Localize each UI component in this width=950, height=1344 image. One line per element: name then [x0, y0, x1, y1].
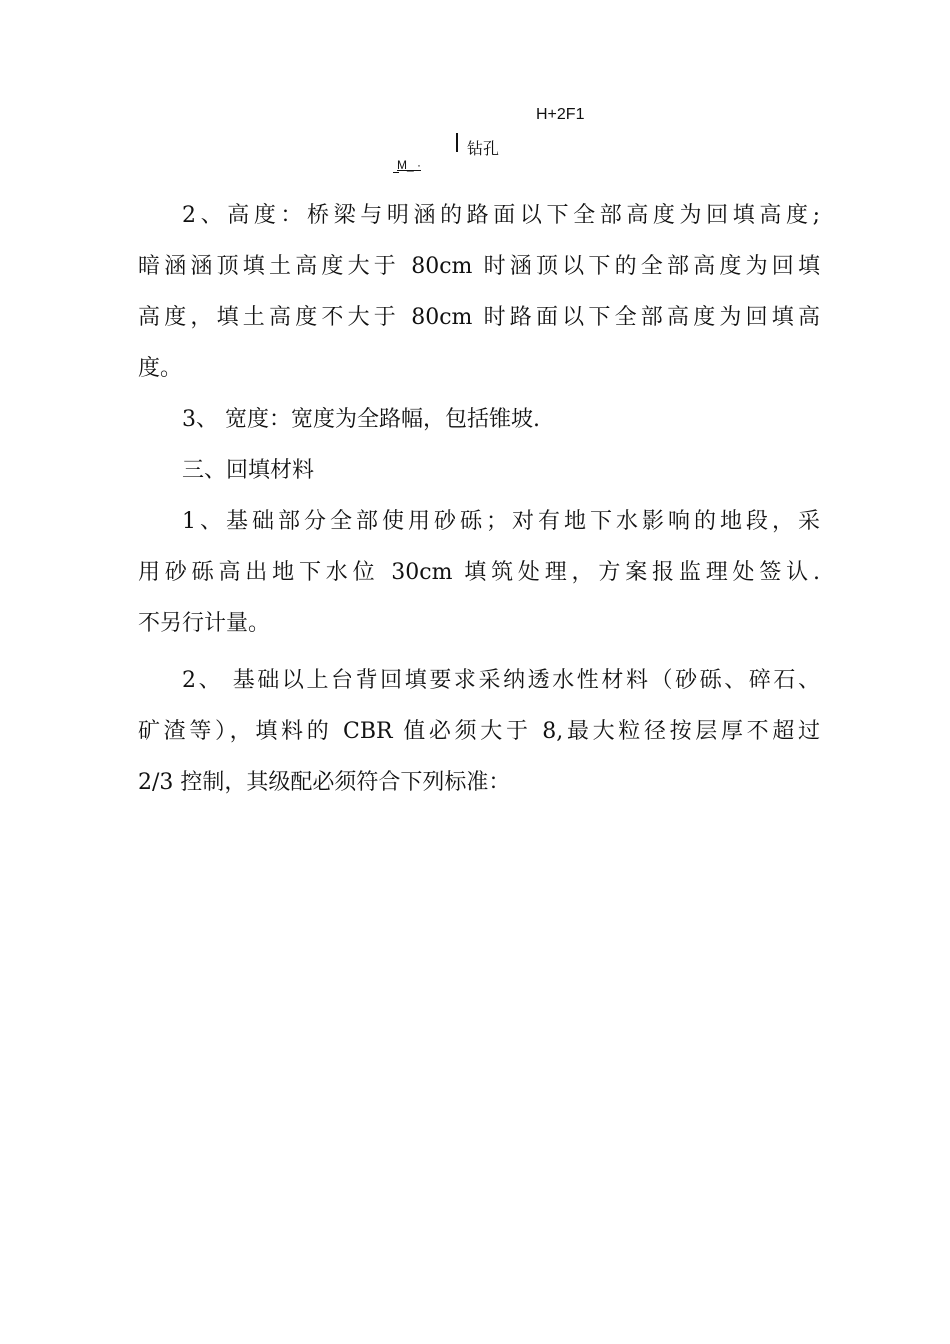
paragraph-height — [138, 190, 820, 394]
figure-label-drill-hole: 钻孔 — [467, 141, 500, 158]
figure-label-bottom-text: M_ · — [397, 158, 421, 172]
paragraph-width — [138, 394, 820, 445]
text-line: 2、 基础以上台背回填要求采纳透水性材料（砂砾、碎石、 — [182, 668, 820, 693]
text-line: 暗涵涵顶填土高度大于 80cm 时涵顶以下的全部高度为回填 — [138, 254, 820, 279]
figure-bar — [456, 133, 458, 152]
text-line: 2/3 控制，其级配必须符合下列标准： — [138, 770, 511, 795]
text-line: 用砂砾高出地下水位 30cm 填筑处理，方案报监理处签认. — [138, 560, 820, 585]
text-line: 高度，填土高度不大于 80cm 时路面以下全部高度为回填高 — [138, 305, 820, 330]
text-line: 1、基础部分全部使用砂砾；对有地下水影响的地段，采 — [182, 509, 820, 534]
figure-leader-line — [393, 172, 399, 173]
figure-label-bottom — [397, 158, 421, 172]
figure-label-top: H+2F1 — [536, 106, 585, 123]
text-line: 2、高度：桥梁与明涵的路面以下全部高度为回填高度; — [182, 203, 820, 228]
paragraph-foundation-material — [138, 496, 820, 649]
text-line: 不另行计量。 — [138, 611, 271, 636]
text-line: 3、 宽度：宽度为全路幅，包括锥坡. — [182, 407, 540, 432]
text-line: 矿渣等），填料的 CBR 值必须大于 8,最大粒径按层厚不超过 — [138, 719, 820, 744]
section-heading-backfill-material — [138, 445, 820, 496]
text-line: 度。 — [138, 356, 183, 381]
heading-text: 三、回填材料 — [182, 458, 315, 483]
paragraph-backfill-requirements — [138, 655, 820, 808]
document-body — [138, 190, 820, 808]
